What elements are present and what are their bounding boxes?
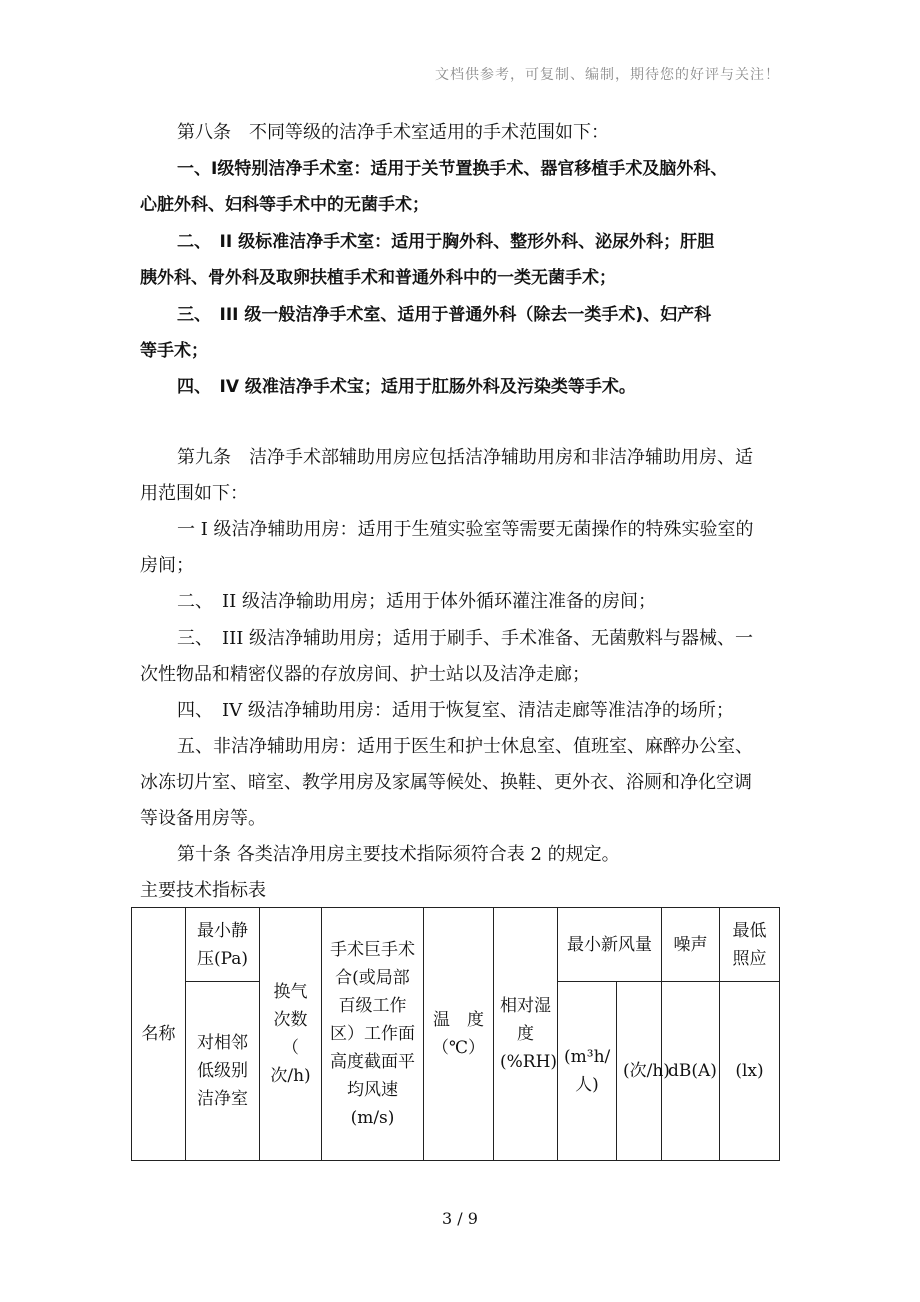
article-9-item-5-cont2: 等设备用房等。 — [140, 808, 266, 829]
header-min-static-pressure: 最小静压(Pa) — [186, 908, 260, 982]
article-8-item-1: 一、Ⅰ级特别洁净手术室：适用于关节置换手术、器官移植手术及脑外科、 — [177, 159, 728, 179]
header-velocity: 手术巨手术合(或局部百级工作区）工作面高度截面平均风速(m/s) — [322, 908, 424, 1161]
unit-fresh-air-per-hour: (次/h) — [617, 982, 662, 1161]
unit-noise: dB(A) — [662, 982, 720, 1161]
header-name: 名称 — [132, 908, 186, 1161]
technical-specs-table — [131, 907, 780, 1161]
article-8-heading: 第八条 不同等级的洁净手术室适用的手术范围如下： — [177, 122, 609, 143]
watermark-text: 文档供参考，可复制、编制，期待您的好评与关注！ — [435, 67, 780, 83]
article-9-item-3: 三、 III 级洁净辅助用房；适用于刷手、手术准备、无菌敷料与器械、一 — [177, 628, 754, 649]
article-8-item-4: 四、 IV 级准洁净手术宝；适用于肛肠外科及污染类等手术。 — [177, 377, 636, 397]
header-min-fresh-air: 最小新风量 — [558, 908, 662, 982]
article-8-item-2-cont: 胰外科、骨外科及取卵扶植手术和普通外科中的一类无菌手术； — [140, 268, 616, 288]
article-9-heading-cont: 用范围如下： — [140, 483, 248, 504]
article-8-item-1-cont: 心脏外科、妇科等手术中的无菌手术； — [140, 195, 429, 215]
header-adjacent-room: 对相邻低级别洁净室 — [186, 982, 260, 1161]
header-air-changes: 换气次数（ 次/h) — [260, 908, 322, 1161]
article-9-item-1-cont: 房间； — [140, 555, 194, 576]
header-illuminance: 最低照应 — [720, 908, 780, 982]
article-9-item-5-cont: 冰冻切片室、暗室、教学用房及家属等候处、换鞋、更外衣、浴厕和净化空调 — [140, 772, 752, 793]
header-temperature: 温 度（℃） — [424, 908, 494, 1161]
article-9-item-5: 五、非洁净辅助用房：适用于医生和护士休息室、值班室、麻醉办公室、 — [177, 736, 753, 757]
unit-illuminance: (lx) — [720, 982, 780, 1161]
table-caption: 主要技术指标表 — [140, 880, 266, 901]
article-8-item-3: 三、 III 级一般洁净手术室、适用于普通外科（除去一类手术)、妇产科 — [177, 305, 712, 325]
header-humidity: 相对湿度(%RH) — [494, 908, 558, 1161]
article-9-heading: 第九条 洁净手术部辅助用房应包括洁净辅助用房和非洁净辅助用房、适 — [177, 447, 753, 468]
article-9-item-3-cont: 次性物品和精密仪器的存放房间、护士站以及洁净走廊； — [140, 664, 590, 685]
unit-fresh-air-per-person: (m³h/人) — [558, 982, 617, 1161]
article-10-heading: 第十条 各类洁净用房主要技术指际须符合表 2 的规定。 — [177, 844, 620, 865]
page-number: 3 / 9 — [442, 1209, 478, 1228]
article-9-item-4: 四、 IV 级洁净辅助用房：适用于恢复室、清洁走廊等准洁净的场所； — [177, 700, 734, 721]
article-8-item-2: 二、 II 级标准洁净手术室：适用于胸外科、整形外科、泌尿外科；肝胆 — [177, 232, 715, 252]
article-8-item-3-cont: 等手术； — [140, 341, 208, 361]
article-9-item-2: 二、 II 级洁净输助用房；适用于体外循环灌注准备的房间； — [177, 591, 656, 612]
header-noise: 噪声 — [662, 908, 720, 982]
article-9-item-1: 一 I 级洁净辅助用房：适用于生殖实验室等需要无菌操作的特殊实验室的 — [177, 519, 754, 540]
